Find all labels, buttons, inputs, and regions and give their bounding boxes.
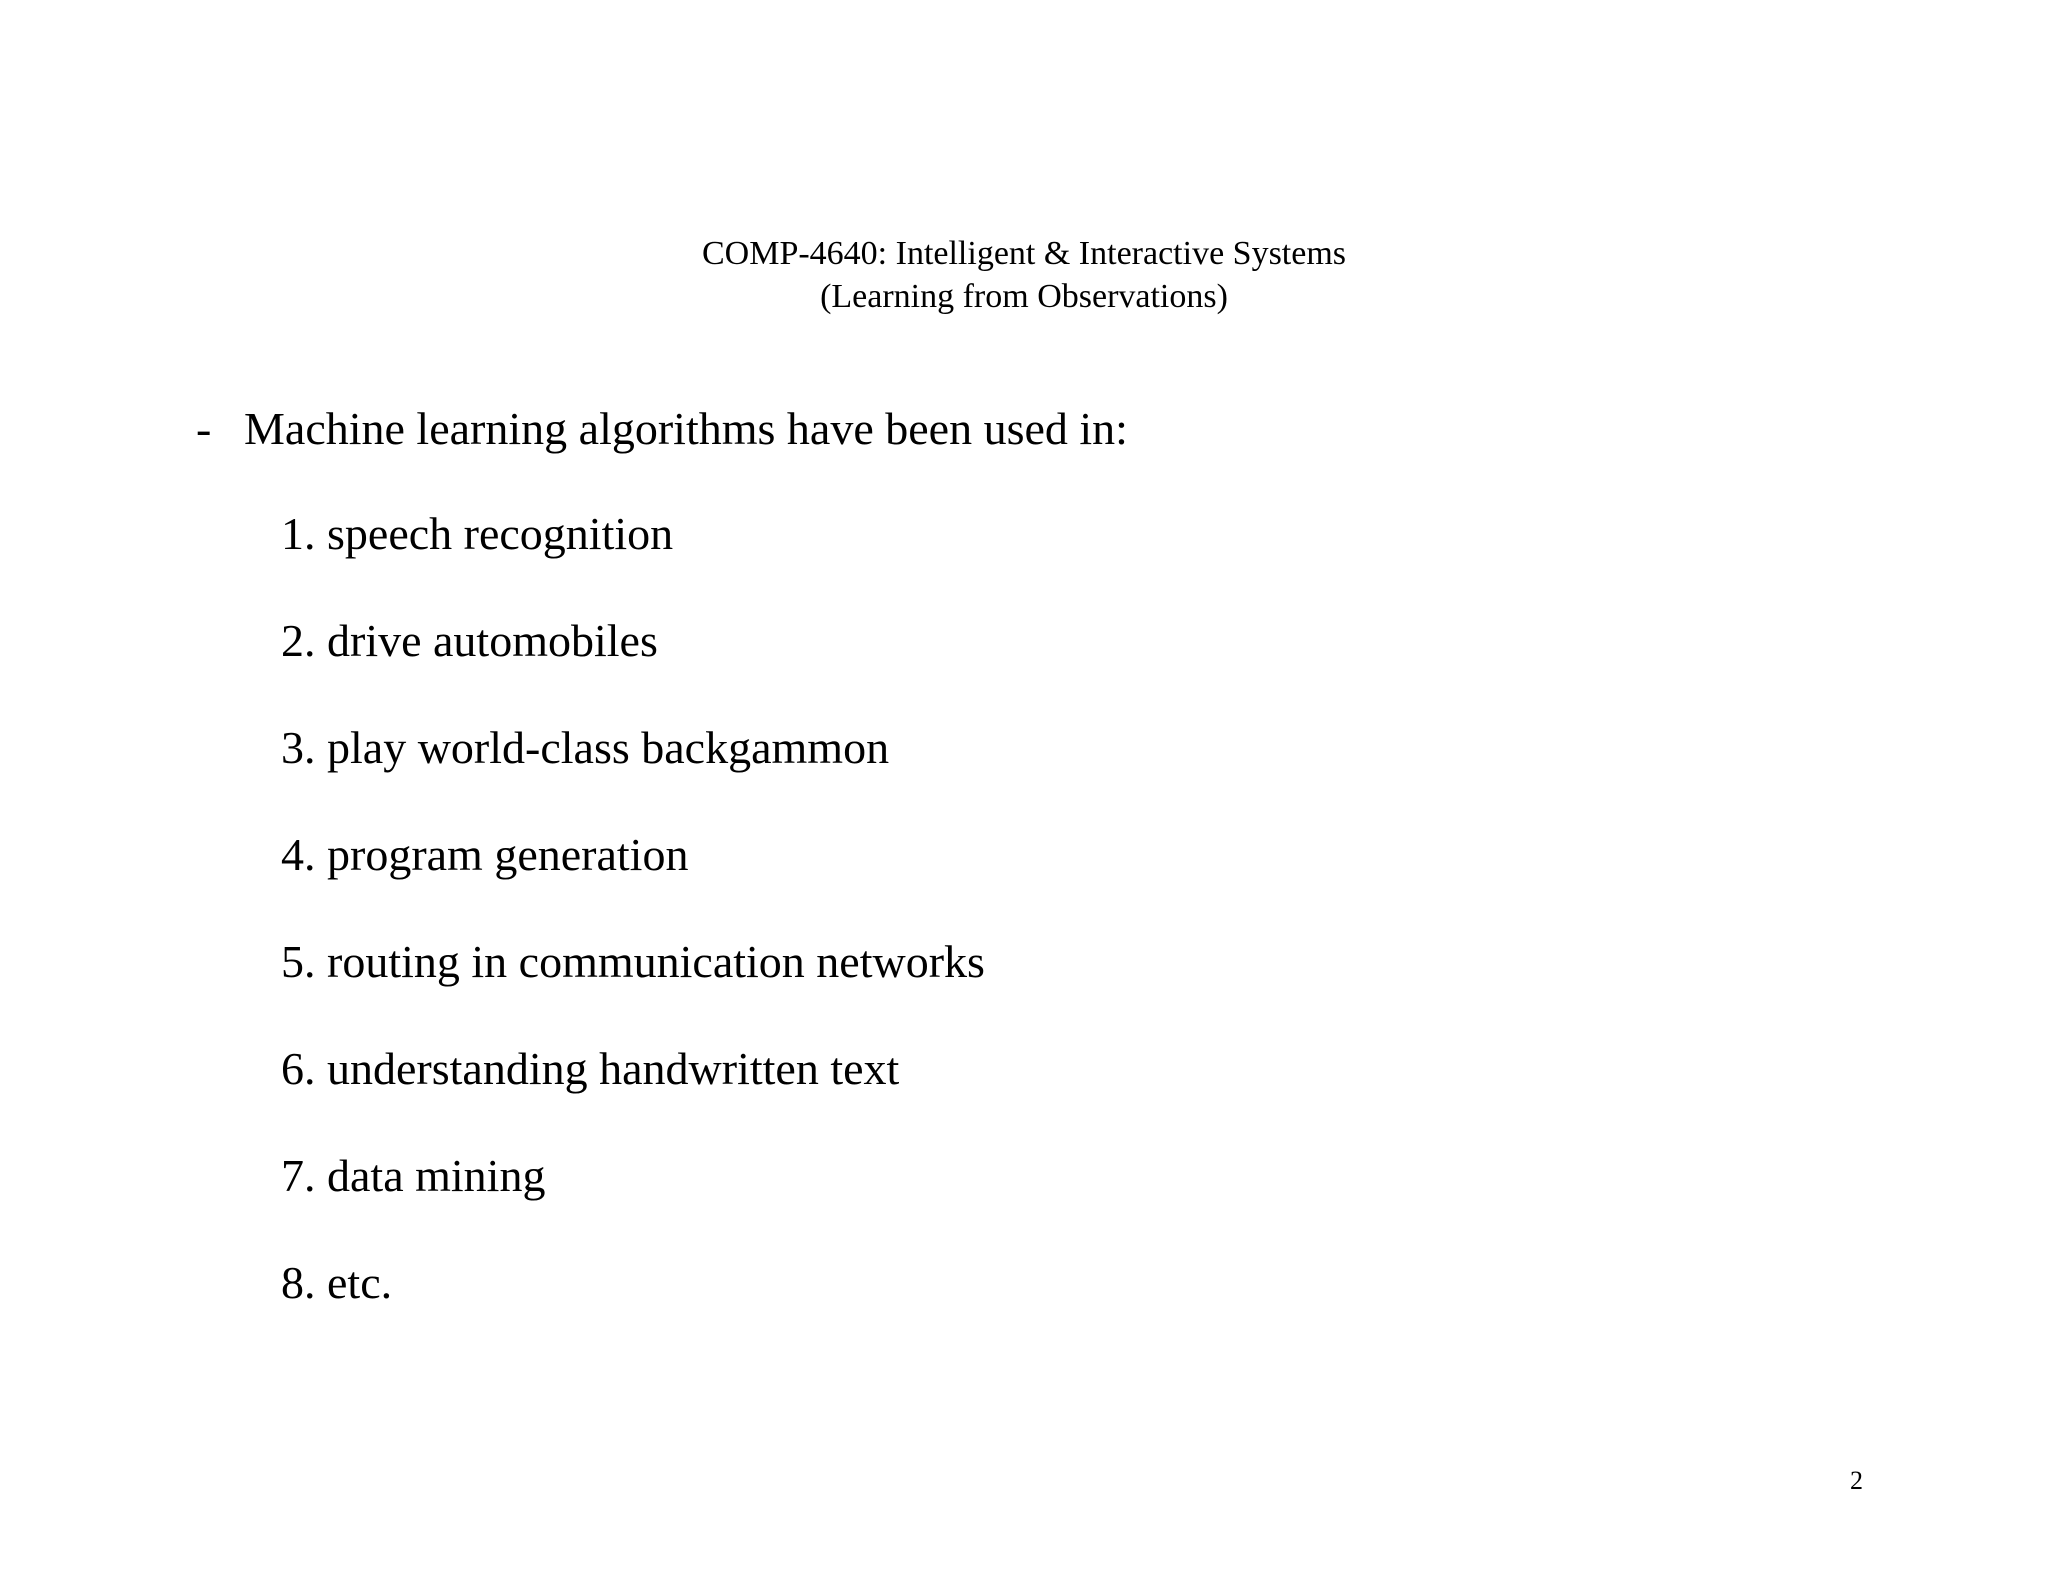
bullet-dash: - [196,403,212,454]
page-header [0,232,2048,318]
list-item: 7. data mining [281,1150,546,1201]
list-item: 8. etc. [281,1257,393,1308]
list-item: 3. play world-class backgammon [281,722,890,773]
bullet-intro [196,401,1128,457]
list-item: 4. program generation [281,829,689,880]
list-item: 5. routing in communication networks [281,936,985,987]
lecture-subtitle: (Learning from Observations) [820,278,1228,315]
list-item: 6. understanding handwritten text [281,1043,900,1094]
list-item: 1. speech recognition [281,508,674,559]
list-item: 2. drive automobiles [281,615,658,666]
course-title: COMP-4640: Intelligent & Interactive Systems [701,235,1347,272]
page-number: 2 [1850,1466,1863,1495]
bullet-text: Machine learning algorithms have been used in: [244,403,1128,454]
